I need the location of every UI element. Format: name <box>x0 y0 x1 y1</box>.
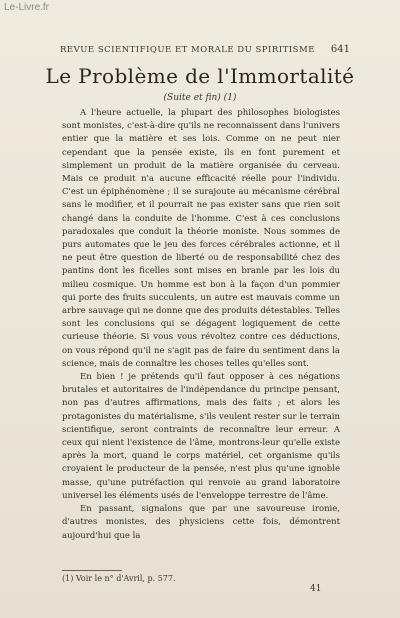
running-header <box>60 44 350 55</box>
page-number: 641 <box>330 44 350 55</box>
article-subtitle: (Suite et fin) (1) <box>163 93 237 103</box>
running-title: REVUE SCIENTIFIQUE ET MORALE DU SPIRITISME <box>60 45 315 55</box>
paragraph: A l'heure actuelle, la plupart des philosophes biologistes sont monistes, c'est-à-dire qu'ils ne reconnaissent dans l'univers entier que la matière et ses lois. Comme on ne peut nier cependant que la pensée existe, ils en font purement et simplement un produit de la matière organisée du cerveau. Mais ce produit n'a aucune efficacité réelle pour l'individu. C'est un épiphénomène ; il se surajoute au mécanisme cérébral sans le modifier, et il pourrait ne pas exister sans que rien soit changé dans la conduite de l'homme. C'est à ces conclusions paradoxales que conduit la théorie moniste. Nous sommes de purs automates que le jeu des forces cérébrales actionne, et il ne peut être question de liberté ou de responsabilité chez des pantins dont les ficelles sont mises en branle par les lois du milieu cosmique. Un homme est bon à la façon d'un pommier qui porte des fruits succulents, un autre est mauvais comme un arbre sauvage qui ne donne que des produits détestables. Telles sont les conclusions qui se dégagent logiquement de cette curieuse théorie. Si vous vous révoltez contre ces déductions, on vous répond qu'il ne s'agit pas de faire du sentiment dans la science, mais de connaître les choses telles qu'elles sont. <box>62 108 340 369</box>
signature-mark: 41 <box>310 584 322 594</box>
footnote-divider <box>62 570 122 571</box>
footnote: (1) Voir le n° d'Avril, p. 577. <box>62 574 176 583</box>
article-body <box>62 107 340 543</box>
paragraph: En bien ! je prétends qu'il faut opposer à ces négations brutales et autoritaires de l'indépendance du principe pensant, non pas d'autres affirmations, mais des faits ; et alors les protagonistes du matérialisme, s'ils veulent rester sur le terrain scientifique, seront contraints de reconnaître leur erreur. A ceux qui nient l'existence de l'âme, montrons-leur qu'elle existe après la mort, quand le corps matériel, cet organisme qu'ils croyaient le producteur de la pensée, n'est plus qu'une ignoble masse, qu'une putréfaction qui renvoie au grand laboratoire universel les éléments usés de l'enveloppe terrestre de l'âme. <box>62 372 340 501</box>
paragraph: En passant, signalons que par une savoureuse ironie, d'autres monistes, des physiciens cette fois, démontrent aujourd'hui que la <box>62 504 340 541</box>
watermark: Le-Livre.fr <box>4 2 50 13</box>
article-title: Le Problème de l'Immortalité <box>45 64 355 88</box>
